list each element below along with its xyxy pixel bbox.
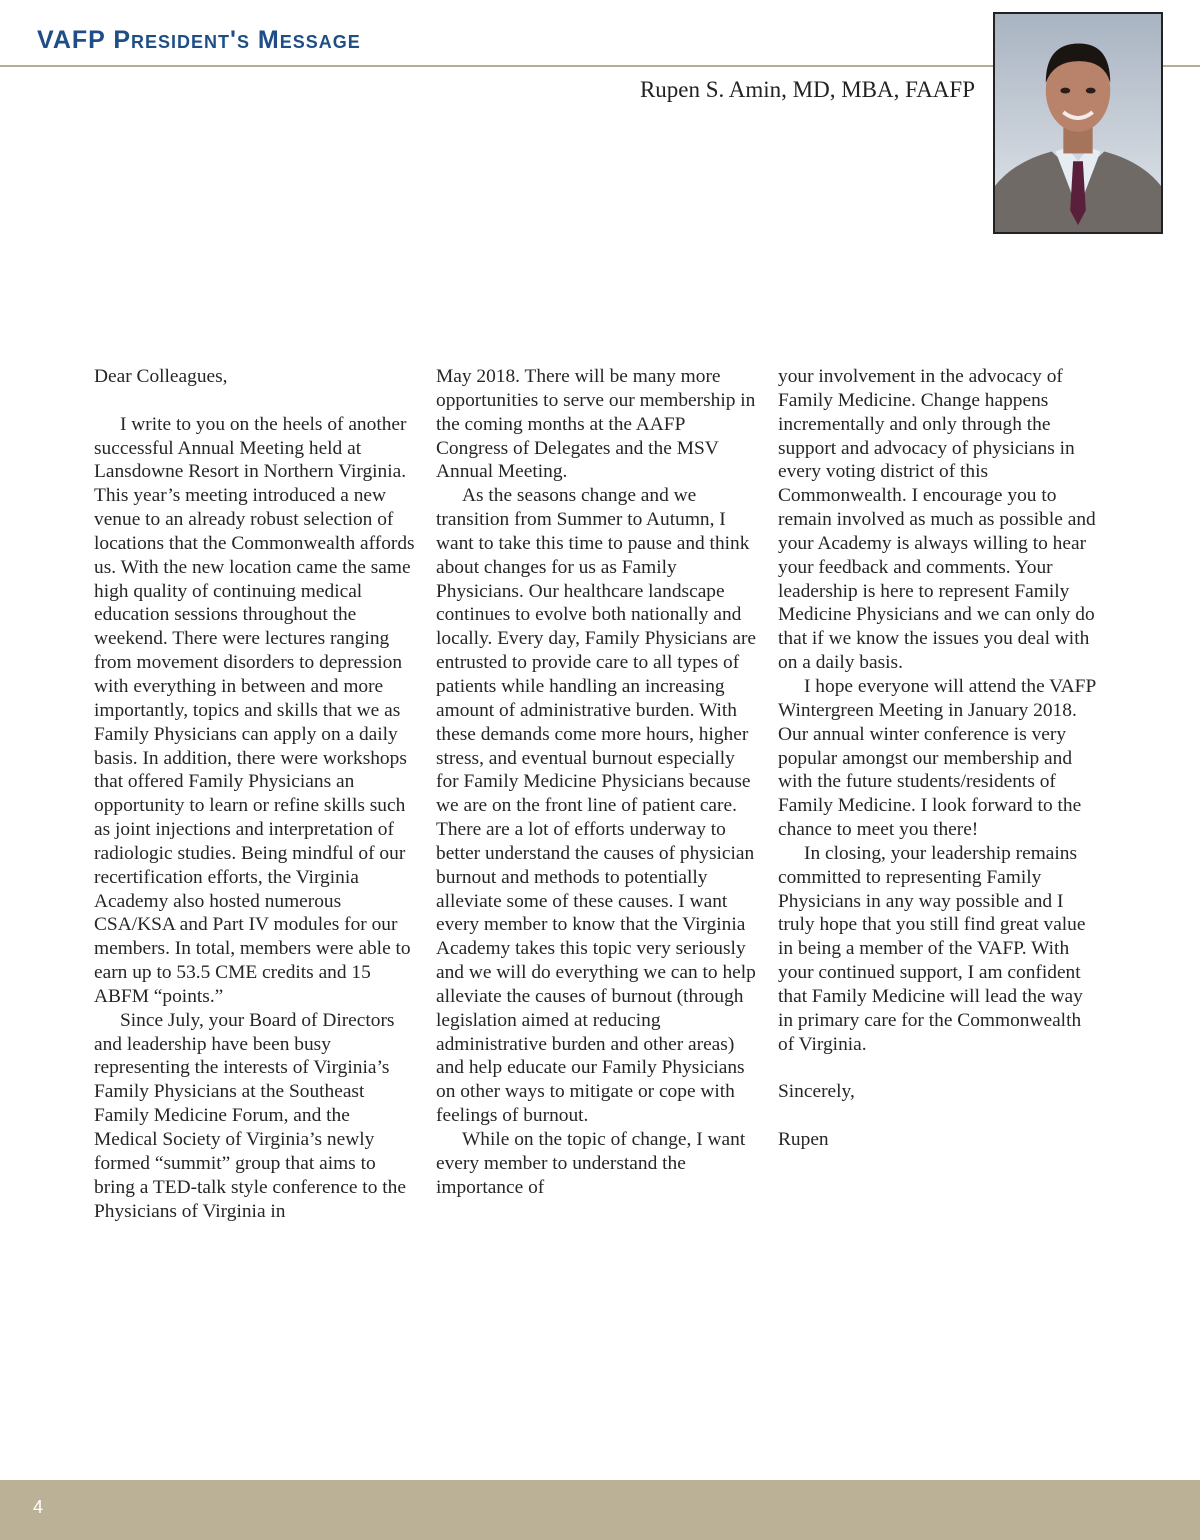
author-name: Rupen S. Amin, MD, MBA, FAAFP [639,77,975,102]
section-title: VAFP President's Message [37,26,361,54]
paragraph: Since July, your Board of Directors and leadership have been busy representing the interests of Virginia’s Family Physicians at the Southeast Family Medicine Forum, and the Medical Society of Virginia’s newly formed “summit” group that aims to bring a TED-talk style conference to the Physicians of Virginia in [94,1009,406,1222]
salutation: Dear Colleagues, [94,366,228,387]
page-number: 4 [33,1497,44,1517]
author-portrait [993,12,1163,234]
letter-column-2 [436,365,758,1200]
signature: Rupen [778,1129,829,1150]
paragraph: As the seasons change and we transition from Summer to Autumn, I want to take this time to pause and think about changes for us as Family Physicians. Our healthcare landscape continues to evolve both nationally and locally. Every day, Family Physicians are entrusted to provide care to all types of patients while handling an increasing amount of administrative burden. With these demands come more hours, higher stress, and eventual burnout especially for Family Medicine Physicians because we are on the front line of patient care. There are a lot of efforts underway to better understand the causes of physician burnout and methods to potentially alleviate some of these causes. I want every member to know that the Virginia Academy takes this topic very seriously and we will do everything we can to help alleviate the causes of burnout (through legislation aimed at reducing administrative burden and other areas) and help educate our Family Physicians on other ways to mitigate or cope with feelings of burnout. [436,485,757,1127]
paragraph: I hope everyone will attend the VAFP Wintergreen Meeting in January 2018. Our annual winter conference is very popular amongst our membership and with the future students/residents of Family Medicine. I look forward to the chance to meet you there! [778,675,1096,841]
paragraph: your involvement in the advocacy of Family Medicine. Change happens incrementally and only through the support and advocacy of physicians in every voting district of this Commonwealth. I encourage you to remain involved as much as possible and your Academy is always willing to hear your feedback and comments. Your leadership is here to represent Family Medicine Physicians and we can only do that if we know the issues you deal with on a daily basis. [778,366,1096,674]
closing: Sincerely, [778,1081,855,1103]
paragraph: May 2018. There will be many more opportunities to serve our membership in the coming months at the AAFP Congress of Delegates and the MSV Annual Meeting. [436,366,756,483]
paragraph: I write to you on the heels of another successful Annual Meeting held at Lansdowne Resort in Northern Virginia. This year’s meeting introduced a new venue to an already robust selection of locations that the Commonwealth affords us. With the new location came the same high quality of continuing medical education sessions throughout the weekend. There were lectures ranging from movement disorders to depression with everything in between and more importantly, topics and skills that we as Family Physicians can apply on a daily basis. In addition, there were workshops that offered Family Physicians an opportunity to learn or refine skills such as joint injections and interpretation of radiologic studies. Being mindful of our recertification efforts, the Virginia Academy also hosted numerous CSA/KSA and Part IV modules for our members. In total, members were able to earn up to 53.5 CME credits and 15 ABFM “points.” [94,413,415,1007]
paragraph: While on the topic of change, I want every member to understand the importance of [436,1129,746,1198]
paragraph: In closing, your leadership remains committed to representing Family Physicians in any way possible and I truly hope that you still find great value in being a member of the VAFP. With your continued support, I am confident that Family Medicine will lead the way in primary care for the Commonwealth of Virginia. [778,842,1086,1055]
letter-column-3 [778,365,1100,1152]
footer-bar [0,1480,1200,1540]
portrait-image [995,14,1161,232]
letter-column-1 [94,365,416,1223]
